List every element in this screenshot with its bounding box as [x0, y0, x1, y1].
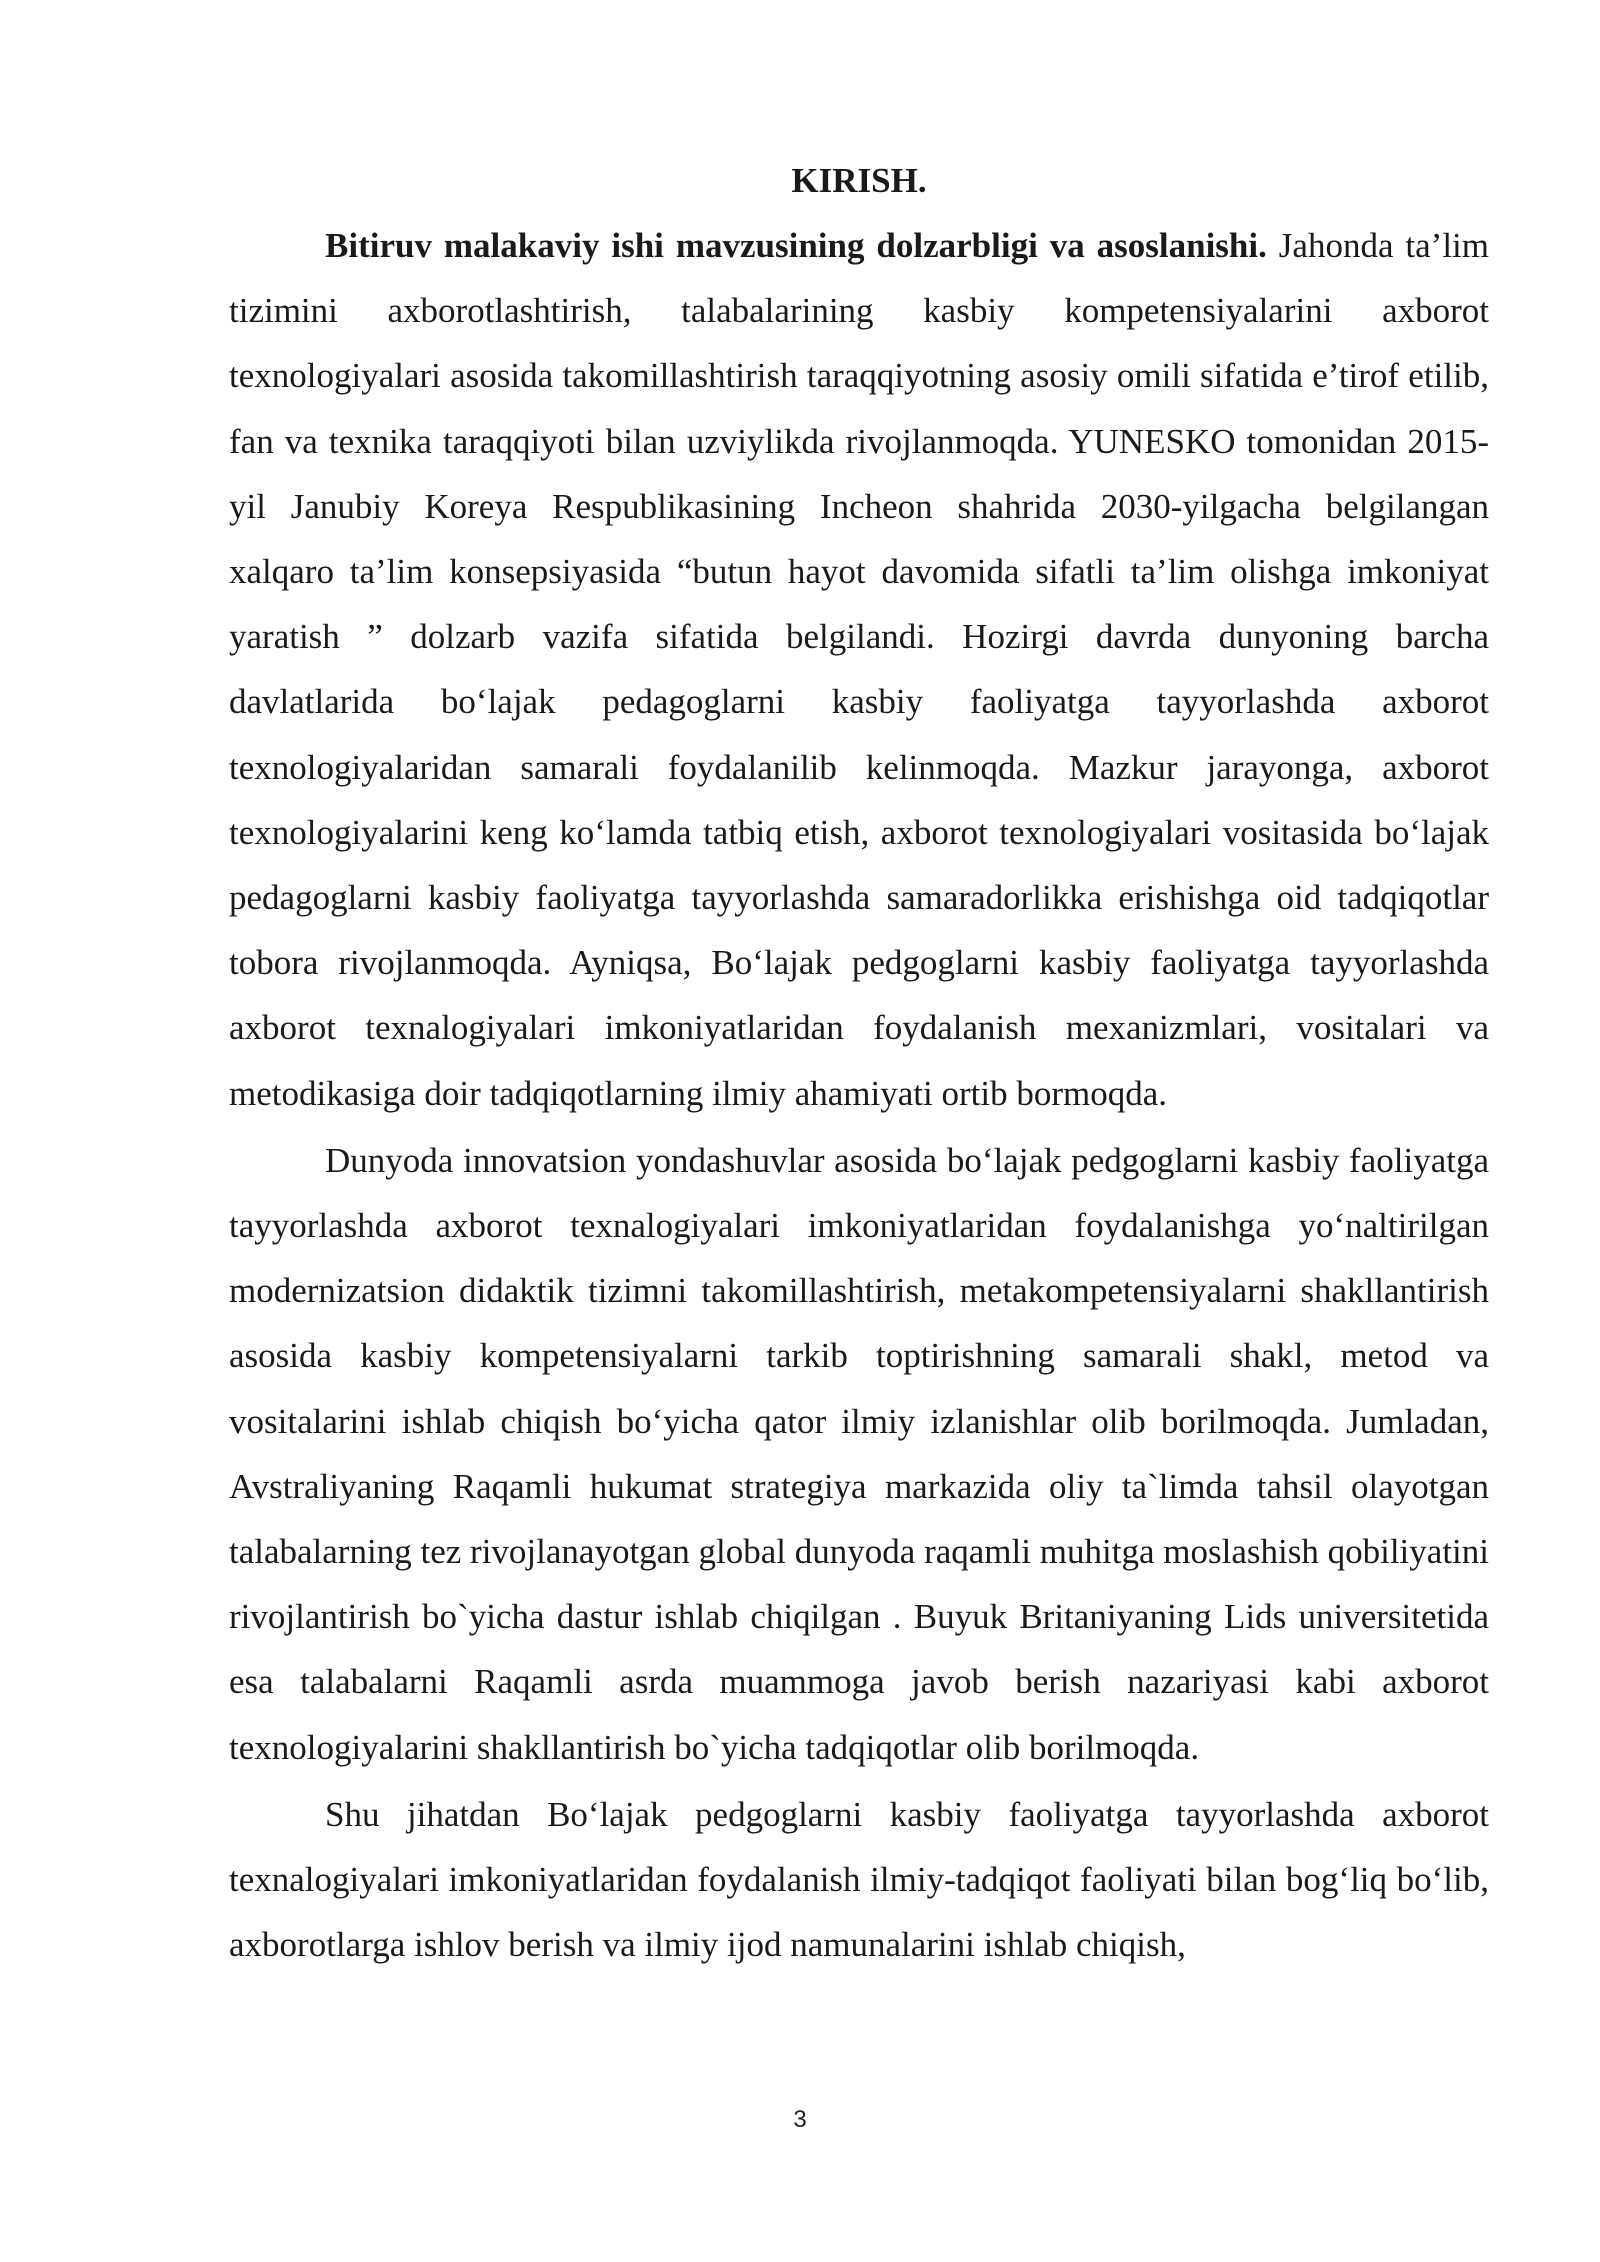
page-number: 3 [793, 2106, 807, 2133]
page-title: KIRISH. [791, 161, 927, 200]
paragraph-relevance [229, 213, 1489, 1126]
paragraph-world-research: Dunyoda innovatsion yondashuvlar asosida bo‘lajak pedgoglarni kasbiy faoliyatga tayyorlashda axborot texnalogiyalari imkoniyatlaridan foydalanishga yo‘naltirilgan modernizatsion didaktik tizimni takomillashtirish, metakompetensiyalarni shakllantirish asosida kasbiy kompetensiyalarni tarkib toptirishning samarali shakl, metod va vositalarini ishlab chiqish bo‘yicha qator ilmiy izlanishlar olib borilmoqda. Jumladan, Avstraliyaning Raqamli hukumat strategiya markazida oliy ta`limda tahsil olayotgan talabalarning tez rivojlanayotgan global dunyoda raqamli muhitga moslashish qobiliyatini rivojlantirish bo`yicha dastur ishlab chiqilgan . Buyuk Britaniyaning Lids universitetida esa talabalarni Raqamli asrda muammoga javob berish nazariyasi kabi axborot texnologiyalarini shakllantirish bo`yicha tadqiqotlar olib borilmoqda. [229, 1140, 1489, 1767]
paragraph-body: Jahonda ta’lim tizimini axborotlashtirish, talabalarining kasbiy kompetensiyalarini axborot texnologiyalari asosida takomillashtirish taraqqiyotning asosiy omili sifatida e’tirof etilib, fan va texnika taraqqiyoti bilan uzviylikda rivojlanmoqda. YUNESKO tomonidan 2015-yil Janubiy Koreya Respublikasining Incheon shahrida 2030-yilgacha belgilangan xalqaro ta’lim konsepsiyasida “butun hayot davomida sifatli ta’lim olishga imkoniyat yaratish ” dolzarb vazifa sifatida belgilandi. Hozirgi davrda dunyoning barcha davlatlarida bo‘lajak pedagoglarni kasbiy faoliyatga tayyorlashda axborot texnologiyalaridan samarali foydalanilib kelinmoqda. Mazkur jarayonga, axborot texnologiyalarini keng ko‘lamda tatbiq etish, axborot texnologiyalari vositasida bo‘lajak pedagoglarni kasbiy faoliyatga tayyorlashda samaradorlikka erishishga oid tadqiqotlar tobora rivojlanmoqda. Ayniqsa, Bo‘lajak pedgoglarni kasbiy faoliyatga tayyorlashda axborot texnalogiyalari imkoniyatlaridan foydalanish mexanizmlari, vositalari va metodikasiga doir tadqiqotlarning ilmiy ahamiyati ortib bormoqda. [229, 226, 1489, 1113]
paragraph-lead-heading: Bitiruv malakaviy ishi mavzusining dolzarbligi va asoslanishi. [325, 226, 1267, 265]
paragraph-conclusion-start: Shu jihatdan Bo‘lajak pedgoglarni kasbiy faoliyatga tayyorlashda axborot texnalogiyalari imkoniyatlaridan foydalanish ilmiy-tadqiqot faoliyati bilan bog‘liq bo‘lib, axborotlarga ishlov berish va ilmiy ijod namunalarini ishlab chiqish, [229, 1794, 1489, 1965]
document-page [229, 148, 1489, 1977]
